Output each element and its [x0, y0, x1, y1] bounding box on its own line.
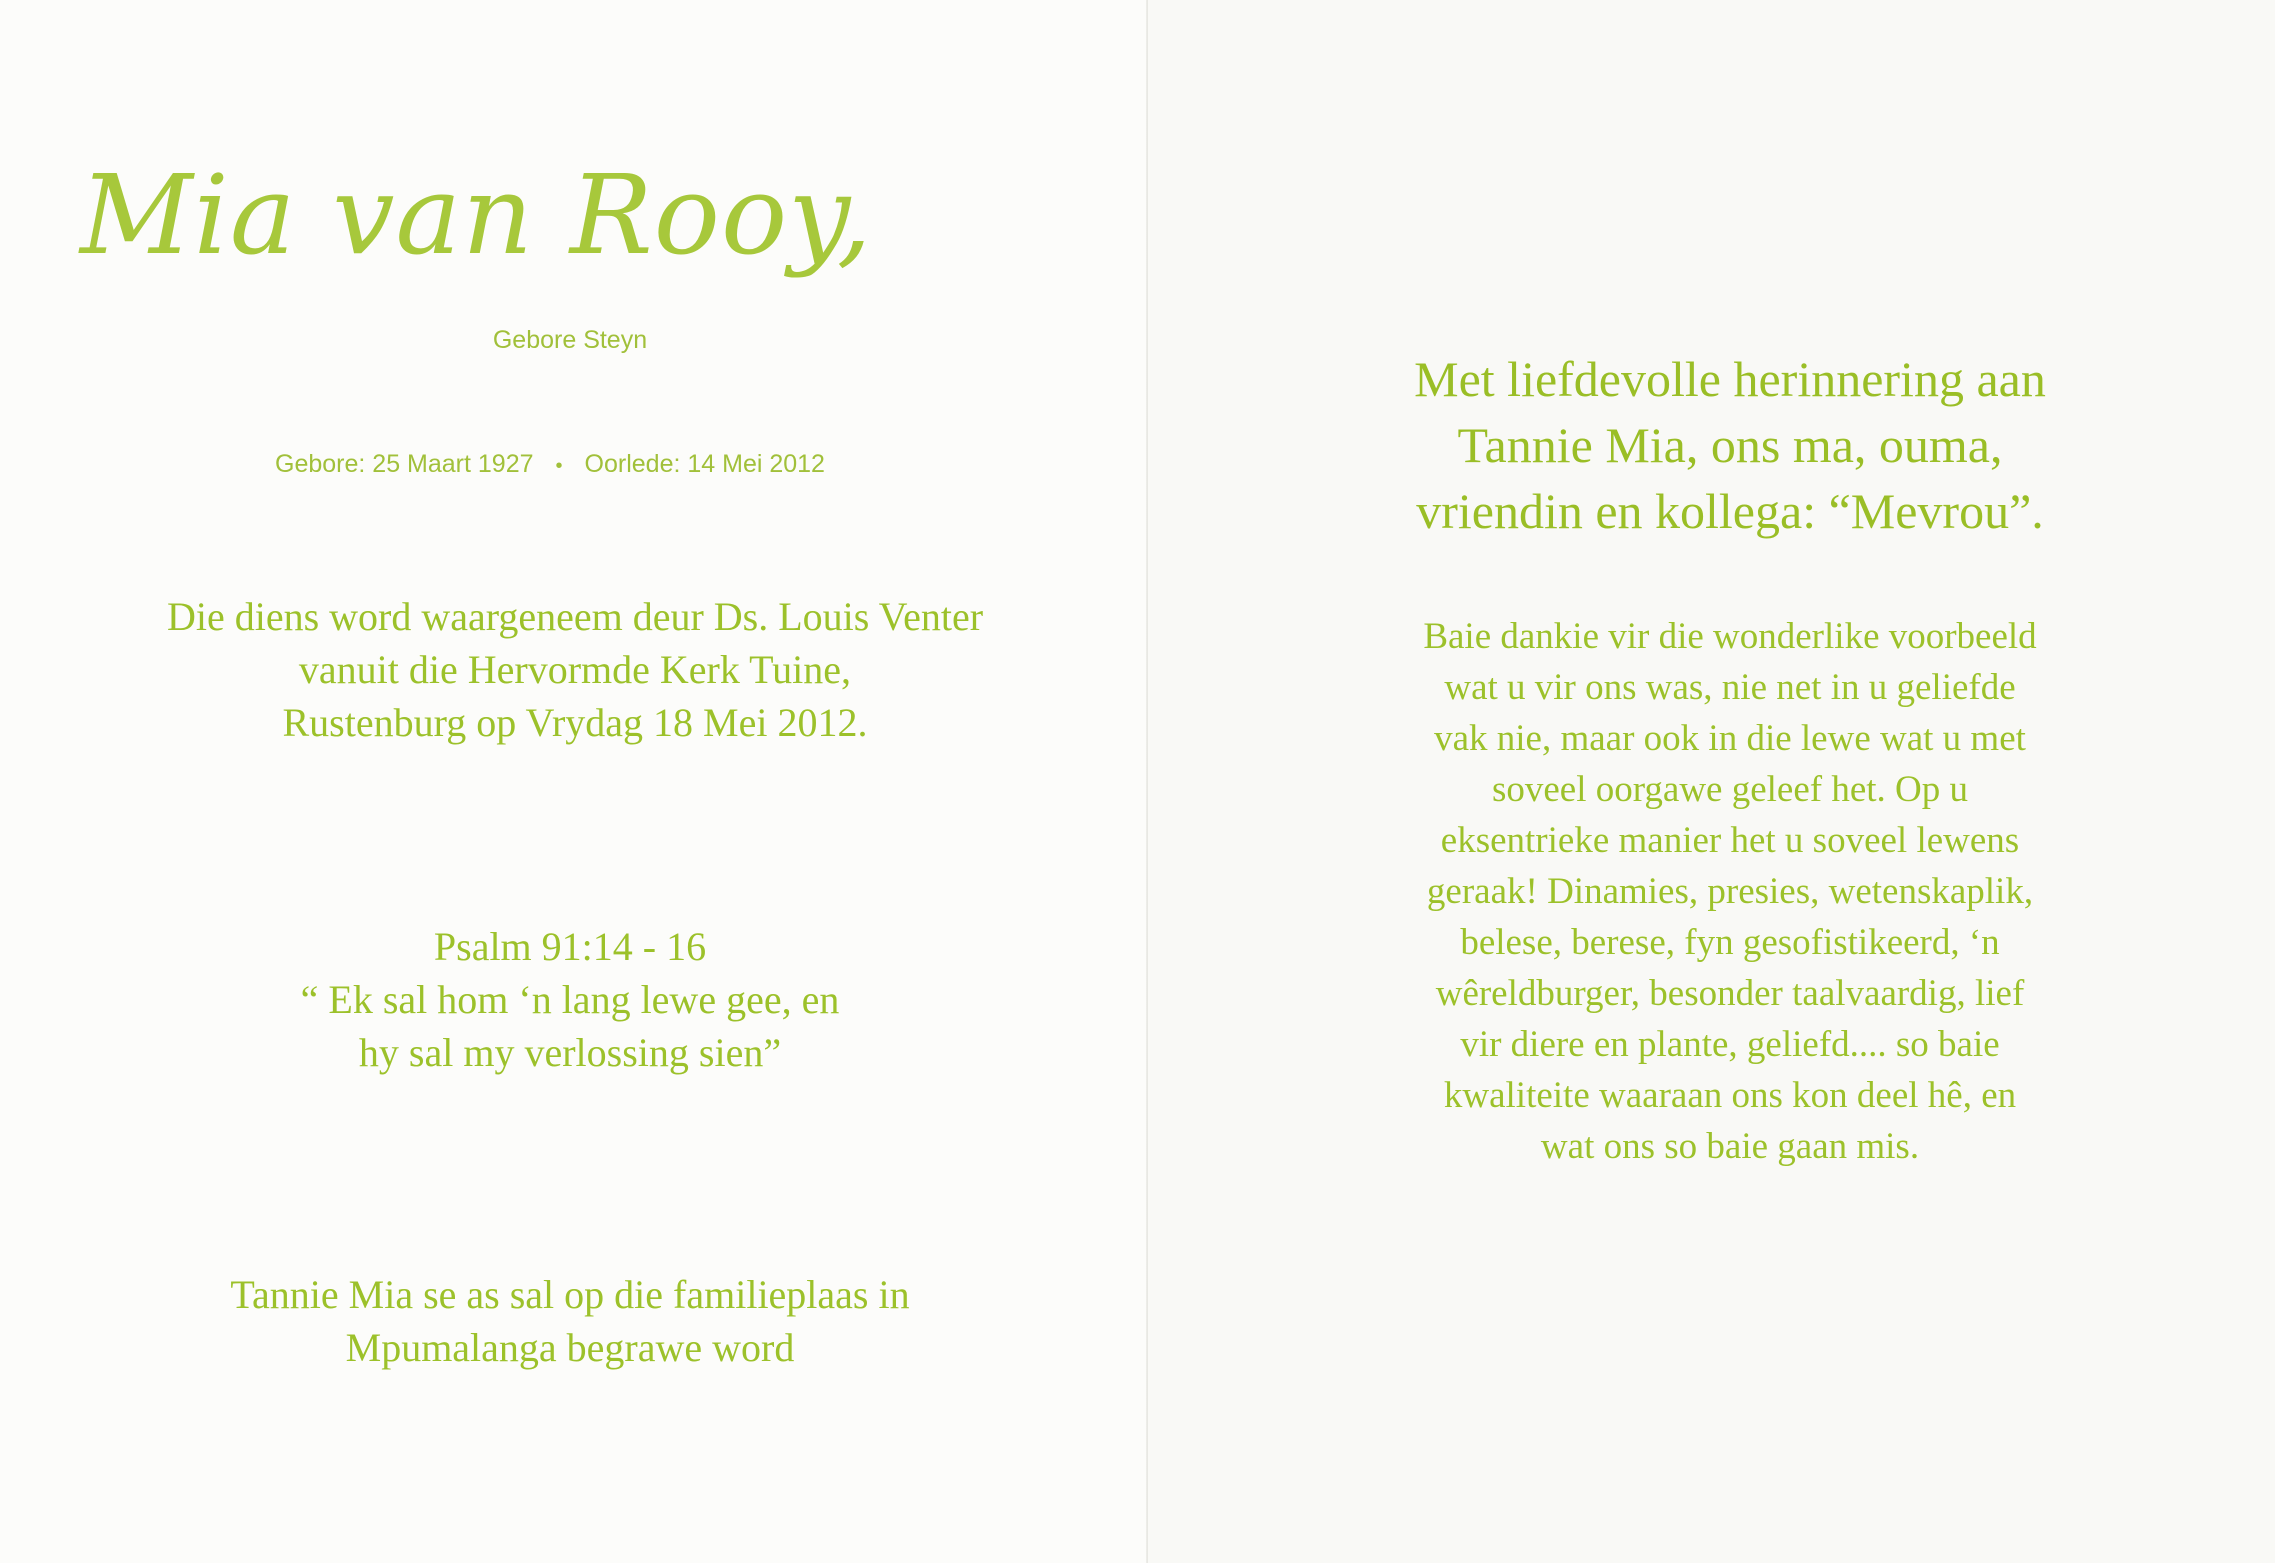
service-details	[20, 590, 1130, 749]
death-date: Oorlede: 14 Mei 2012	[584, 450, 825, 478]
tribute-line: soveel oorgawe geleef het. Op u	[1491, 769, 1969, 810]
psalm-line: “ Ek sal hom ‘n lang lewe gee, en	[300, 977, 840, 1022]
psalm-reference: Psalm 91:14 - 16	[433, 924, 707, 969]
service-line: Die diens word waargeneem deur Ds. Louis Venter	[166, 594, 984, 639]
burial-note	[40, 1268, 1100, 1374]
service-line: Rustenburg op Vrydag 18 Mei 2012.	[282, 700, 868, 745]
tribute-line: belese, berese, fyn gesofistikeerd, ‘n	[1460, 922, 2000, 963]
tribute-line: vak nie, maar ook in die lewe wat u met	[1434, 718, 2026, 759]
service-line: vanuit die Hervormde Kerk Tuine,	[298, 647, 852, 692]
tribute-line: vir diere en plante, geliefd.... so baie	[1460, 1024, 2000, 1065]
heading-line: Tannie Mia, ons ma, ouma,	[1457, 417, 2003, 473]
deceased-name: Mia van Rooy,	[80, 151, 873, 279]
heading-line: Met liefdevolle herinnering aan	[1414, 351, 2046, 407]
psalm-line: hy sal my verlossing sien”	[358, 1030, 782, 1075]
tribute-line: wêreldburger, besonder taalvaardig, lief	[1435, 973, 2025, 1014]
maiden-name: Gebore Steyn	[492, 326, 648, 354]
burial-line: Mpumalanga begrawe word	[345, 1325, 795, 1370]
remembrance-heading	[1195, 346, 2265, 544]
psalm-quote	[200, 920, 940, 1079]
life-dates	[150, 450, 950, 479]
burial-line: Tannie Mia se as sal op die familieplaas in	[230, 1272, 910, 1317]
tribute-line: wat ons so baie gaan mis.	[1540, 1126, 1920, 1167]
heading-line: vriendin en kollega: “Mevrou”.	[1416, 483, 2044, 539]
tribute-line: eksentrieke manier het u soveel lewens	[1440, 820, 2020, 861]
tribute-line: kwaliteite waaraan ons kon deel hê, en	[1443, 1075, 2017, 1116]
tribute-text	[1230, 611, 2230, 1172]
birth-date: Gebore: 25 Maart 1927	[275, 450, 534, 478]
tribute-line: Baie dankie vir die wonderlike voorbeeld	[1423, 616, 2037, 657]
tribute-line: wat u vir ons was, nie net in u geliefde	[1444, 667, 2016, 708]
date-separator: •	[555, 455, 563, 477]
tribute-line: geraak! Dinamies, presies, wetenskaplik,	[1426, 871, 2034, 912]
